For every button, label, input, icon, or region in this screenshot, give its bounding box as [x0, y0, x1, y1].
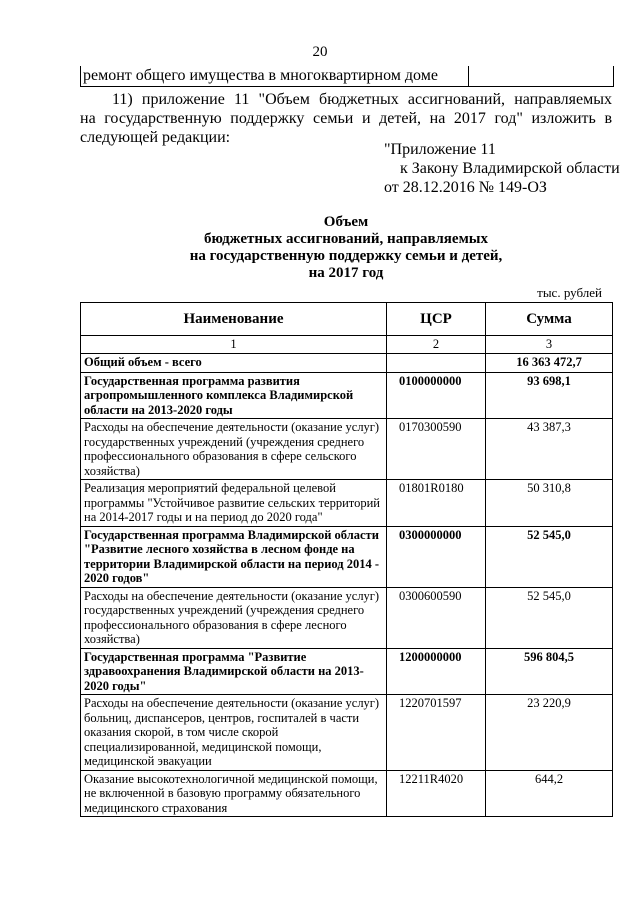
row-csr: 1200000000 — [387, 648, 486, 695]
intro-paragraph — [80, 90, 612, 147]
row-sum: 596 804,5 — [486, 648, 613, 695]
total-csr — [387, 353, 486, 372]
row-sum: 50 310,8 — [486, 480, 613, 527]
annex-line-3: от 28.12.2016 № 149-ОЗ — [384, 179, 547, 196]
title-line-3: на государственную поддержку семьи и детей, — [189, 248, 503, 264]
row-name: Государственная программа Владимирской области "Развитие лесного хозяйства в лесном фонде на территории Владимирской области на период 2014 - 2020 годов" — [81, 526, 387, 587]
row-sum: 23 220,9 — [486, 695, 613, 771]
title-line-1: Объем — [323, 214, 369, 230]
row-sum: 43 387,3 — [486, 419, 613, 480]
row-name: Оказание высокотехнологичной медицинской помощи, не включенной в базовую программу обязательного медицинского страхования — [81, 770, 387, 817]
row-sum: 52 545,0 — [486, 587, 613, 648]
row-csr: 01801R0180 — [387, 480, 486, 527]
annex-line-2: к Закону Владимирской области — [400, 160, 620, 177]
row-csr: 12211R4020 — [387, 770, 486, 817]
column-number: 1 — [81, 336, 387, 354]
column-numbers-row — [81, 336, 613, 354]
row-name: Государственная программа развития агропромышленного комплекса Владимирской области на 2013-2020 годы — [81, 372, 387, 419]
row-csr: 0170300590 — [387, 419, 486, 480]
row-name: Расходы на обеспечение деятельности (оказание услуг) государственных учреждений (учреждения среднего профессионального образования в сфере лесного хозяйства) — [81, 587, 387, 648]
header-csr: ЦСР — [387, 303, 486, 336]
previous-table-cell: ремонт общего имущества в многоквартирном доме — [81, 66, 469, 86]
annex-line-1: "Приложение 11 — [384, 141, 496, 158]
row-sum: 52 545,0 — [486, 526, 613, 587]
table-row — [81, 648, 613, 695]
table-row — [81, 770, 613, 817]
row-name: Государственная программа "Развитие здравоохранения Владимирской области на 2013-2020 годы" — [81, 648, 387, 695]
row-name: Расходы на обеспечение деятельности (оказание услуг) больниц, диспансеров, центров, госпиталей в части оказания скорой, в том числе скорой специализированной, медицинской помощи, медицинской эвакуации — [81, 695, 387, 771]
total-sum: 16 363 472,7 — [486, 353, 613, 372]
column-number: 3 — [486, 336, 613, 354]
units-label: тыс. рублей — [537, 285, 602, 300]
total-label: Общий объем - всего — [81, 353, 387, 372]
row-sum: 93 698,1 — [486, 372, 613, 419]
previous-table-fragment — [80, 66, 614, 87]
row-sum: 644,2 — [486, 770, 613, 817]
document-title — [80, 214, 612, 282]
table-row — [81, 480, 613, 527]
table-row — [81, 419, 613, 480]
intro-line-2: на государственную поддержку семьи и детей, на 2017 год" изложить в — [80, 110, 612, 127]
table-row — [81, 695, 613, 771]
total-row — [81, 353, 613, 372]
title-line-4: на 2017 год — [308, 265, 384, 281]
annex-reference — [384, 140, 620, 197]
budget-table — [80, 302, 613, 817]
table-row — [81, 372, 613, 419]
table-row — [81, 587, 613, 648]
header-name: Наименование — [81, 303, 387, 336]
intro-line-3: следующей редакции: — [80, 129, 231, 146]
row-csr: 0300000000 — [387, 526, 486, 587]
header-sum: Сумма — [486, 303, 613, 336]
column-number: 2 — [387, 336, 486, 354]
page-number: 20 — [312, 44, 328, 60]
row-csr: 0100000000 — [387, 372, 486, 419]
row-name: Реализация мероприятий федеральной целевой программы "Устойчивое развитие сельских территорий на 2014-2017 годы и на период до 2020 года" — [81, 480, 387, 527]
row-csr: 0300600590 — [387, 587, 486, 648]
row-name: Расходы на обеспечение деятельности (оказание услуг) государственных учреждений (учреждения среднего профессионального образования в сфере сельского хозяйства) — [81, 419, 387, 480]
table-row — [81, 526, 613, 587]
title-line-2: бюджетных ассигнований, направляемых — [203, 231, 489, 247]
row-csr: 1220701597 — [387, 695, 486, 771]
intro-line-1: 11) приложение 11 "Объем бюджетных ассигнований, направляемых — [112, 91, 612, 108]
